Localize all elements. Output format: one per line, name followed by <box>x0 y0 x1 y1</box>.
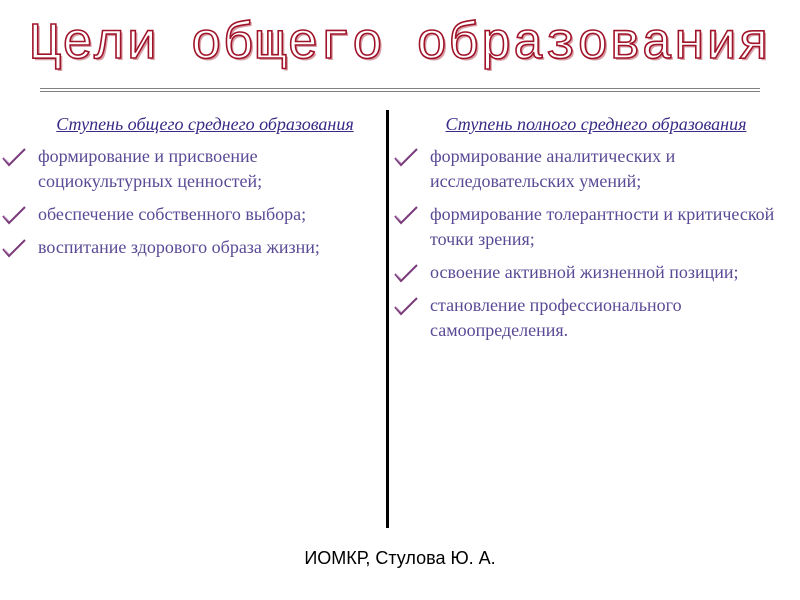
right-column <box>392 112 800 351</box>
list-item-text: становление профессионального самоопределения. <box>430 295 682 340</box>
list-item <box>0 235 380 260</box>
left-column <box>0 112 380 268</box>
footer-author: ИОМКР, Стулова Ю. А. <box>304 548 496 568</box>
slide-title: Цели общего образования <box>29 15 771 74</box>
checkmark-pencil-icon <box>392 295 420 317</box>
left-column-list <box>0 144 380 260</box>
list-item <box>0 144 380 194</box>
checkmark-pencil-icon <box>392 262 420 284</box>
right-column-list <box>392 144 800 343</box>
list-item-text: воспитание здорового образа жизни; <box>38 237 320 257</box>
left-column-heading: Ступень общего среднего образования <box>56 114 354 134</box>
checkmark-pencil-icon <box>0 237 28 259</box>
list-item-text: обеспечение собственного выбора; <box>38 204 307 224</box>
list-item-text: формирование и присвоение социокультурных ценностей; <box>38 146 263 191</box>
list-item-text: формирование толерантности и критической точки зрения; <box>430 204 775 249</box>
list-item <box>0 202 380 227</box>
column-divider <box>386 110 389 528</box>
checkmark-pencil-icon <box>392 146 420 168</box>
list-item-text: освоение активной жизненной позиции; <box>430 262 739 282</box>
checkmark-pencil-icon <box>392 204 420 226</box>
list-item <box>392 202 800 252</box>
list-item <box>392 144 800 194</box>
title-rule-bottom <box>40 91 760 92</box>
title-area <box>0 14 800 76</box>
checkmark-pencil-icon <box>0 204 28 226</box>
list-item <box>392 260 800 285</box>
right-column-heading: Ступень полного среднего образования <box>445 114 747 134</box>
list-item <box>392 293 800 343</box>
title-rule-top <box>40 88 760 89</box>
checkmark-pencil-icon <box>0 146 28 168</box>
list-item-text: формирование аналитических и исследовательских умений; <box>430 146 676 191</box>
